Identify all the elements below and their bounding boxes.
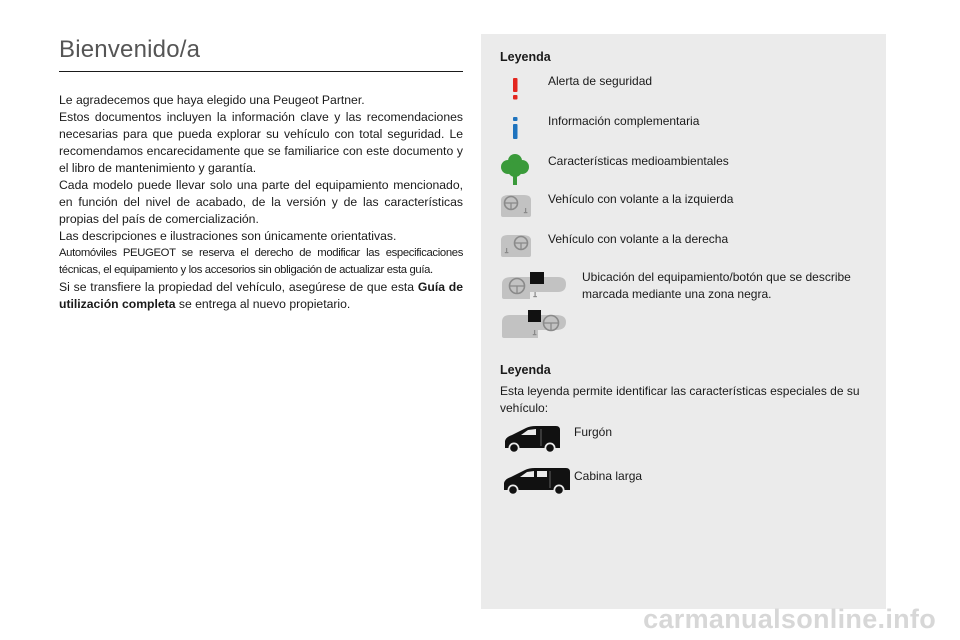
intro-paragraph: Automóviles PEUGEOT se reserva el derecho de modificar las especificaciones técnicas, el equipamiento y los accesorios sin obligación de actualizar esta guía. [59, 247, 463, 276]
legend-item-label: Información complementaria [548, 114, 700, 128]
intro-paragraph-transfer [59, 279, 463, 313]
van-icon [500, 424, 562, 456]
intro-paragraph: Las descripciones e ilustraciones son únicamente orientativas. [59, 229, 397, 243]
legend-item-label: Cabina larga [574, 469, 643, 483]
title-divider [59, 71, 463, 72]
tree-icon [500, 152, 530, 186]
legend-item-label: Furgón [574, 425, 613, 439]
intro-text [59, 92, 463, 313]
legend-item-label: Ubicación del equipamiento/botón que se describe marcada mediante una zona negra. [582, 270, 851, 301]
transfer-text-pre: Si se transfiere la propiedad del vehículo, asegúrese de que esta [59, 280, 418, 294]
legend-item-label: Características medioambientales [548, 154, 729, 168]
intro-paragraph: Le agradecemos que haya elegido una Peugeot Partner. [59, 93, 365, 107]
intro-paragraph: Estos documentos incluyen la información clave y las recomendaciones necesarias para que pueda explorar su vehículo con total seguridad. Le recomendamos encarecidamente que se familiarice con este documento y el libro de mantenimiento y garantía. [59, 110, 463, 175]
legend-heading: Leyenda [500, 50, 551, 64]
legend-item-label: Alerta de seguridad [548, 74, 653, 88]
guide-name-bold: Guía de utilización completa [59, 280, 464, 311]
legend-description: Esta leyenda permite identificar las características especiales de su vehículo: [500, 384, 860, 415]
transfer-text-post: se entrega al nuevo propietario. [175, 297, 351, 311]
dashboard-zone-icon [500, 272, 568, 348]
intro-paragraph: Cada modelo puede llevar solo una parte del equipamiento mencionado, en función del nivel de acabado, de la versión y de las características propias del país de comercialización. [59, 178, 463, 226]
info-icon [500, 114, 530, 144]
legend-item-label: Vehículo con volante a la derecha [548, 232, 729, 246]
steering-left-icon [500, 192, 532, 218]
legend-item-label: Vehículo con volante a la izquierda [548, 192, 734, 206]
legend-heading: Leyenda [500, 363, 551, 377]
steering-right-icon [500, 232, 532, 258]
watermark: carmanualsonline.info [643, 604, 936, 634]
page-title: Bienvenido/a [59, 36, 201, 63]
long-cab-van-icon [500, 466, 572, 498]
legend-panel [481, 34, 886, 609]
exclamation-icon [500, 74, 530, 104]
